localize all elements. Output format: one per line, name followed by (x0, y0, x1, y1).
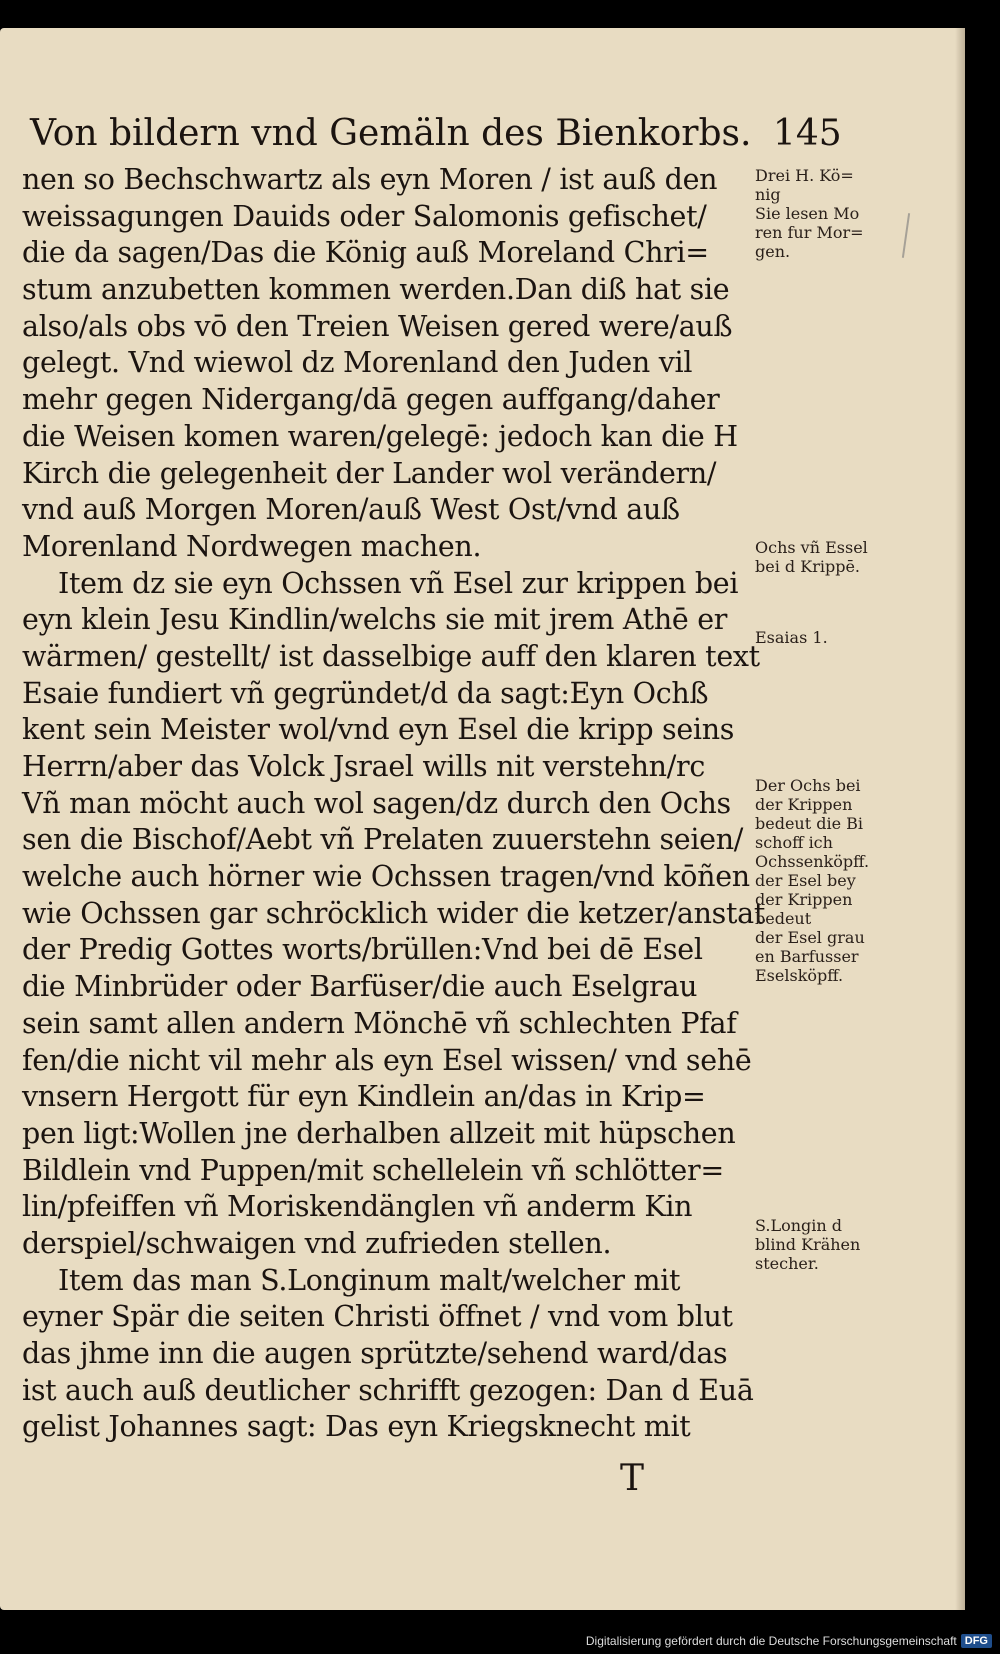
marginal-note-line: S.Longin d (755, 1216, 843, 1235)
marginal-note (755, 1216, 955, 1273)
text-line: lin/pfeiffen vñ Moriskendänglen vñ anderm Kin (22, 1190, 693, 1224)
marginal-note-line: der Krippen (755, 795, 853, 814)
text-line: Esaie fundiert vñ gegründet/d da sagt:Eyn Ochß (22, 676, 709, 710)
digitization-footer (586, 1630, 992, 1652)
text-line: weissagungen Dauids oder Salomonis gefischet/ (22, 199, 707, 233)
text-line: Vñ man möcht auch wol sagen/dz durch den Ochs (22, 786, 731, 820)
marginal-note-line: Ochs vñ Essel (755, 538, 868, 557)
marginal-note-line: Ochssenköpff. (755, 852, 870, 871)
text-line: vnsern Hergott für eyn Kindlein an/das in Krip= (22, 1080, 706, 1114)
marginal-note-line: gen. (755, 242, 791, 261)
text-line: derspiel/schwaigen vnd zufrieden stellen. (22, 1226, 612, 1260)
text-line: der Predig Gottes worts/brüllen:Vnd bei dē Esel (22, 933, 703, 967)
text-line: welche auch hörner wie Ochssen tragen/vnd kōñen (22, 860, 750, 894)
text-line: die Minbrüder oder Barfüser/die auch Eselgrau (22, 970, 698, 1004)
text-line: fen/die nicht vil mehr als eyn Esel wissen/ vnd sehē (22, 1043, 752, 1077)
text-line: sein samt allen andern Mönchē vñ schlechten Pfaf (22, 1006, 737, 1040)
text-line: kent sein Meister wol/vnd eyn Esel die kripp seins (22, 713, 735, 747)
marginal-note-line: Der Ochs bei (755, 776, 861, 795)
text-line: die Weisen komen waren/gelegē: jedoch kan die H (22, 419, 738, 453)
marginal-note-line: ren fur Mor= (755, 223, 864, 242)
text-line: pen ligt:Wollen jne derhalben allzeit mit hüpschen (22, 1116, 736, 1150)
running-title: Von bildern vnd Gemäln des Bienkorbs. (30, 113, 752, 154)
main-text-block (22, 162, 765, 1446)
marginal-note (755, 538, 955, 576)
marginal-note-line: schoff ich (755, 833, 833, 852)
marginal-note-line: bedeut die Bi (755, 814, 864, 833)
text-line: gelegt. Vnd wiewol dz Morenland den Juden vil (22, 346, 693, 380)
marginal-note-line: bedeut (755, 909, 812, 928)
text-line: also/als obs vō den Treien Weisen gered were/auß (22, 309, 733, 343)
marginal-note (755, 776, 955, 985)
text-line: Item das man S.Longinum malt/welcher mit (58, 1263, 681, 1297)
text-line: ist auch auß deutlicher schrifft gezogen: Dan d Euā (22, 1373, 754, 1407)
marginal-note-line: en Barfusser (755, 947, 859, 966)
text-line: mehr gegen Nidergang/dā gegen auffgang/daher (22, 383, 720, 417)
marginal-note-line: bei d Krippē. (755, 557, 860, 576)
marginal-note-line: der Esel grau (755, 928, 865, 947)
text-line: gelist Johannes sagt: Das eyn Kriegsknecht mit (22, 1410, 691, 1444)
marginal-note-line: der Krippen (755, 890, 853, 909)
marginal-note-line: Eselsköpff. (755, 966, 844, 985)
dfg-logo-icon: DFG (961, 1634, 992, 1648)
marginal-note-line: der Esel bey (755, 871, 856, 890)
marginal-note-line: blind Krähen (755, 1235, 861, 1254)
book-page (0, 28, 965, 1610)
text-line: Bildlein vnd Puppen/mit schellelein vñ schlötter= (22, 1153, 724, 1187)
signature-mark: T (620, 1458, 645, 1499)
text-line: eyn klein Jesu Kindlin/welchs sie mit jrem Athē er (22, 603, 728, 637)
text-line: stum anzubetten kommen werden.Dan diß hat sie (22, 273, 730, 307)
text-line: wie Ochssen gar schröcklich wider die ketzer/anstat (22, 896, 765, 930)
marginal-note-line: nig (755, 185, 781, 204)
text-line: wärmen/ gestellt/ ist dasselbige auff den klaren text (22, 639, 760, 673)
text-line: Kirch die gelegenheit der Lander wol verändern/ (22, 456, 717, 490)
text-line: Morenland Nordwegen machen. (22, 529, 482, 563)
text-line: vnd auß Morgen Moren/auß West Ost/vnd auß (22, 493, 680, 527)
text-line: sen die Bischof/Aebt vñ Prelaten zuuerstehn seien/ (22, 823, 744, 857)
text-line: nen so Bechschwartz als eyn Moren / ist auß den (22, 163, 718, 196)
marginal-note (755, 166, 955, 261)
text-line: das jhme inn die augen sprützte/sehend ward/das (22, 1337, 728, 1370)
text-line: Herrn/aber das Volck Jsrael wills nit verstehn/rc (22, 750, 706, 783)
running-header (30, 113, 842, 163)
text-line: eyner Spär die seiten Christi öffnet / vnd vom blut (22, 1300, 733, 1334)
text-line: Item dz sie eyn Ochssen vñ Esel zur krippen bei (58, 566, 739, 600)
folio-number: 145 (772, 113, 842, 154)
marginal-note (755, 628, 955, 647)
marginal-note-line: Sie lesen Mo (755, 204, 860, 223)
footer-text: Digitalisierung gefördert durch die Deutsche Forschungsgemeinschaft (585, 1634, 957, 1648)
marginal-note-line: stecher. (755, 1254, 819, 1273)
marginal-note-line: Esaias 1. (755, 628, 828, 647)
text-line: die da sagen/Das die König auß Moreland Chri= (22, 236, 709, 270)
marginal-note-line: Drei H. Kö= (755, 166, 854, 185)
